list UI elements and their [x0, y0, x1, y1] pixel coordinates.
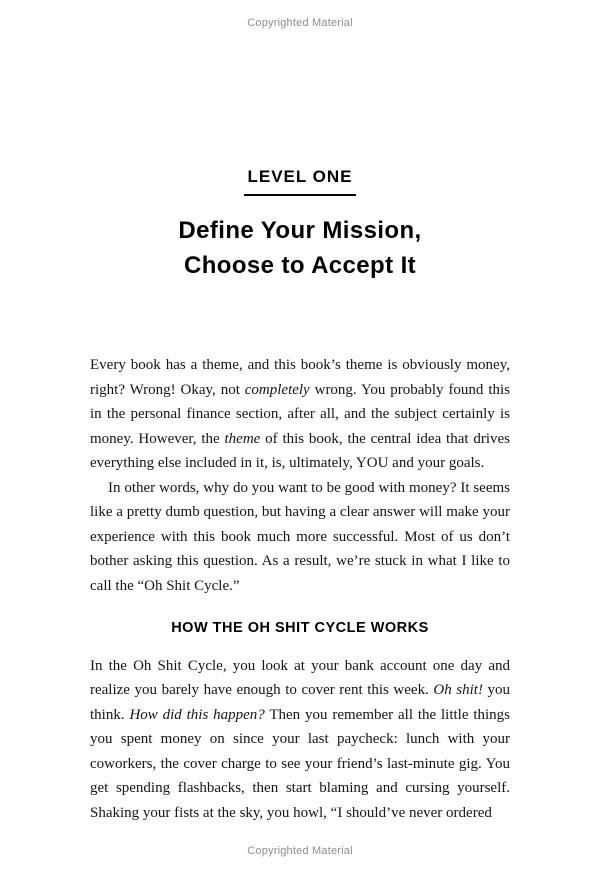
body-text: [90, 353, 510, 825]
paragraph-italic-text: theme: [224, 430, 261, 447]
section-heading: HOW THE OH SHIT CYCLE WORKS: [171, 620, 429, 636]
paragraph-italic-text: Oh shit!: [433, 682, 483, 698]
paragraph-text: wrong. You probably found this in the personal finance section, after all, and the subject certainly is money. However, the: [90, 381, 510, 447]
chapter-level-label: LEVEL ONE: [244, 167, 355, 196]
copyright-notice-top: Copyrighted Material: [247, 17, 353, 29]
chapter-title: [0, 213, 600, 283]
body-paragraph-2: [90, 476, 510, 599]
paragraph-italic-text: How did this happen?: [129, 706, 265, 723]
body-paragraph-1: [90, 353, 510, 476]
paragraph-text: Every book has a theme, and this book’s theme is obviously money, right? Wrong! Okay, not: [90, 357, 510, 398]
chapter-title-line2: Choose to Accept It: [183, 252, 417, 279]
paragraph-text: In the Oh Shit Cycle, you look at your bank account one day and realize you barely have enough to cover rent this week.: [90, 657, 510, 698]
chapter-title-line1: Define Your Mission,: [178, 217, 422, 244]
paragraph-text: of this book, the central idea that drives everything else included in it, is, ultimately, YOU and your goals.: [90, 430, 510, 471]
paragraph-italic-text: completely: [244, 381, 310, 398]
paragraph-text: In other words, why do you want to be good with money? It seems like a pretty dumb question, but having a clear answer will make your experience with this book much more successful. Most of us don’t bother asking this question. As a result, we’re stuck in what I like to call the “Oh Shit Cycle.”: [90, 479, 510, 594]
chapter-level-wrap: [0, 167, 600, 196]
paragraph-text: Then you remember all the little things you spent money on since your last paycheck: lunch with your coworkers, the cover charge to see your friend’s last-minute gig. You get spending flashbacks, then start blaming and cursing yourself. Shaking your fists at the sky, you howl, “I should’ve never ordered: [90, 706, 510, 821]
body-paragraph-3: [90, 654, 510, 826]
copyright-notice-bottom: Copyrighted Material: [247, 845, 353, 857]
paragraph-text: you think.: [90, 682, 511, 723]
